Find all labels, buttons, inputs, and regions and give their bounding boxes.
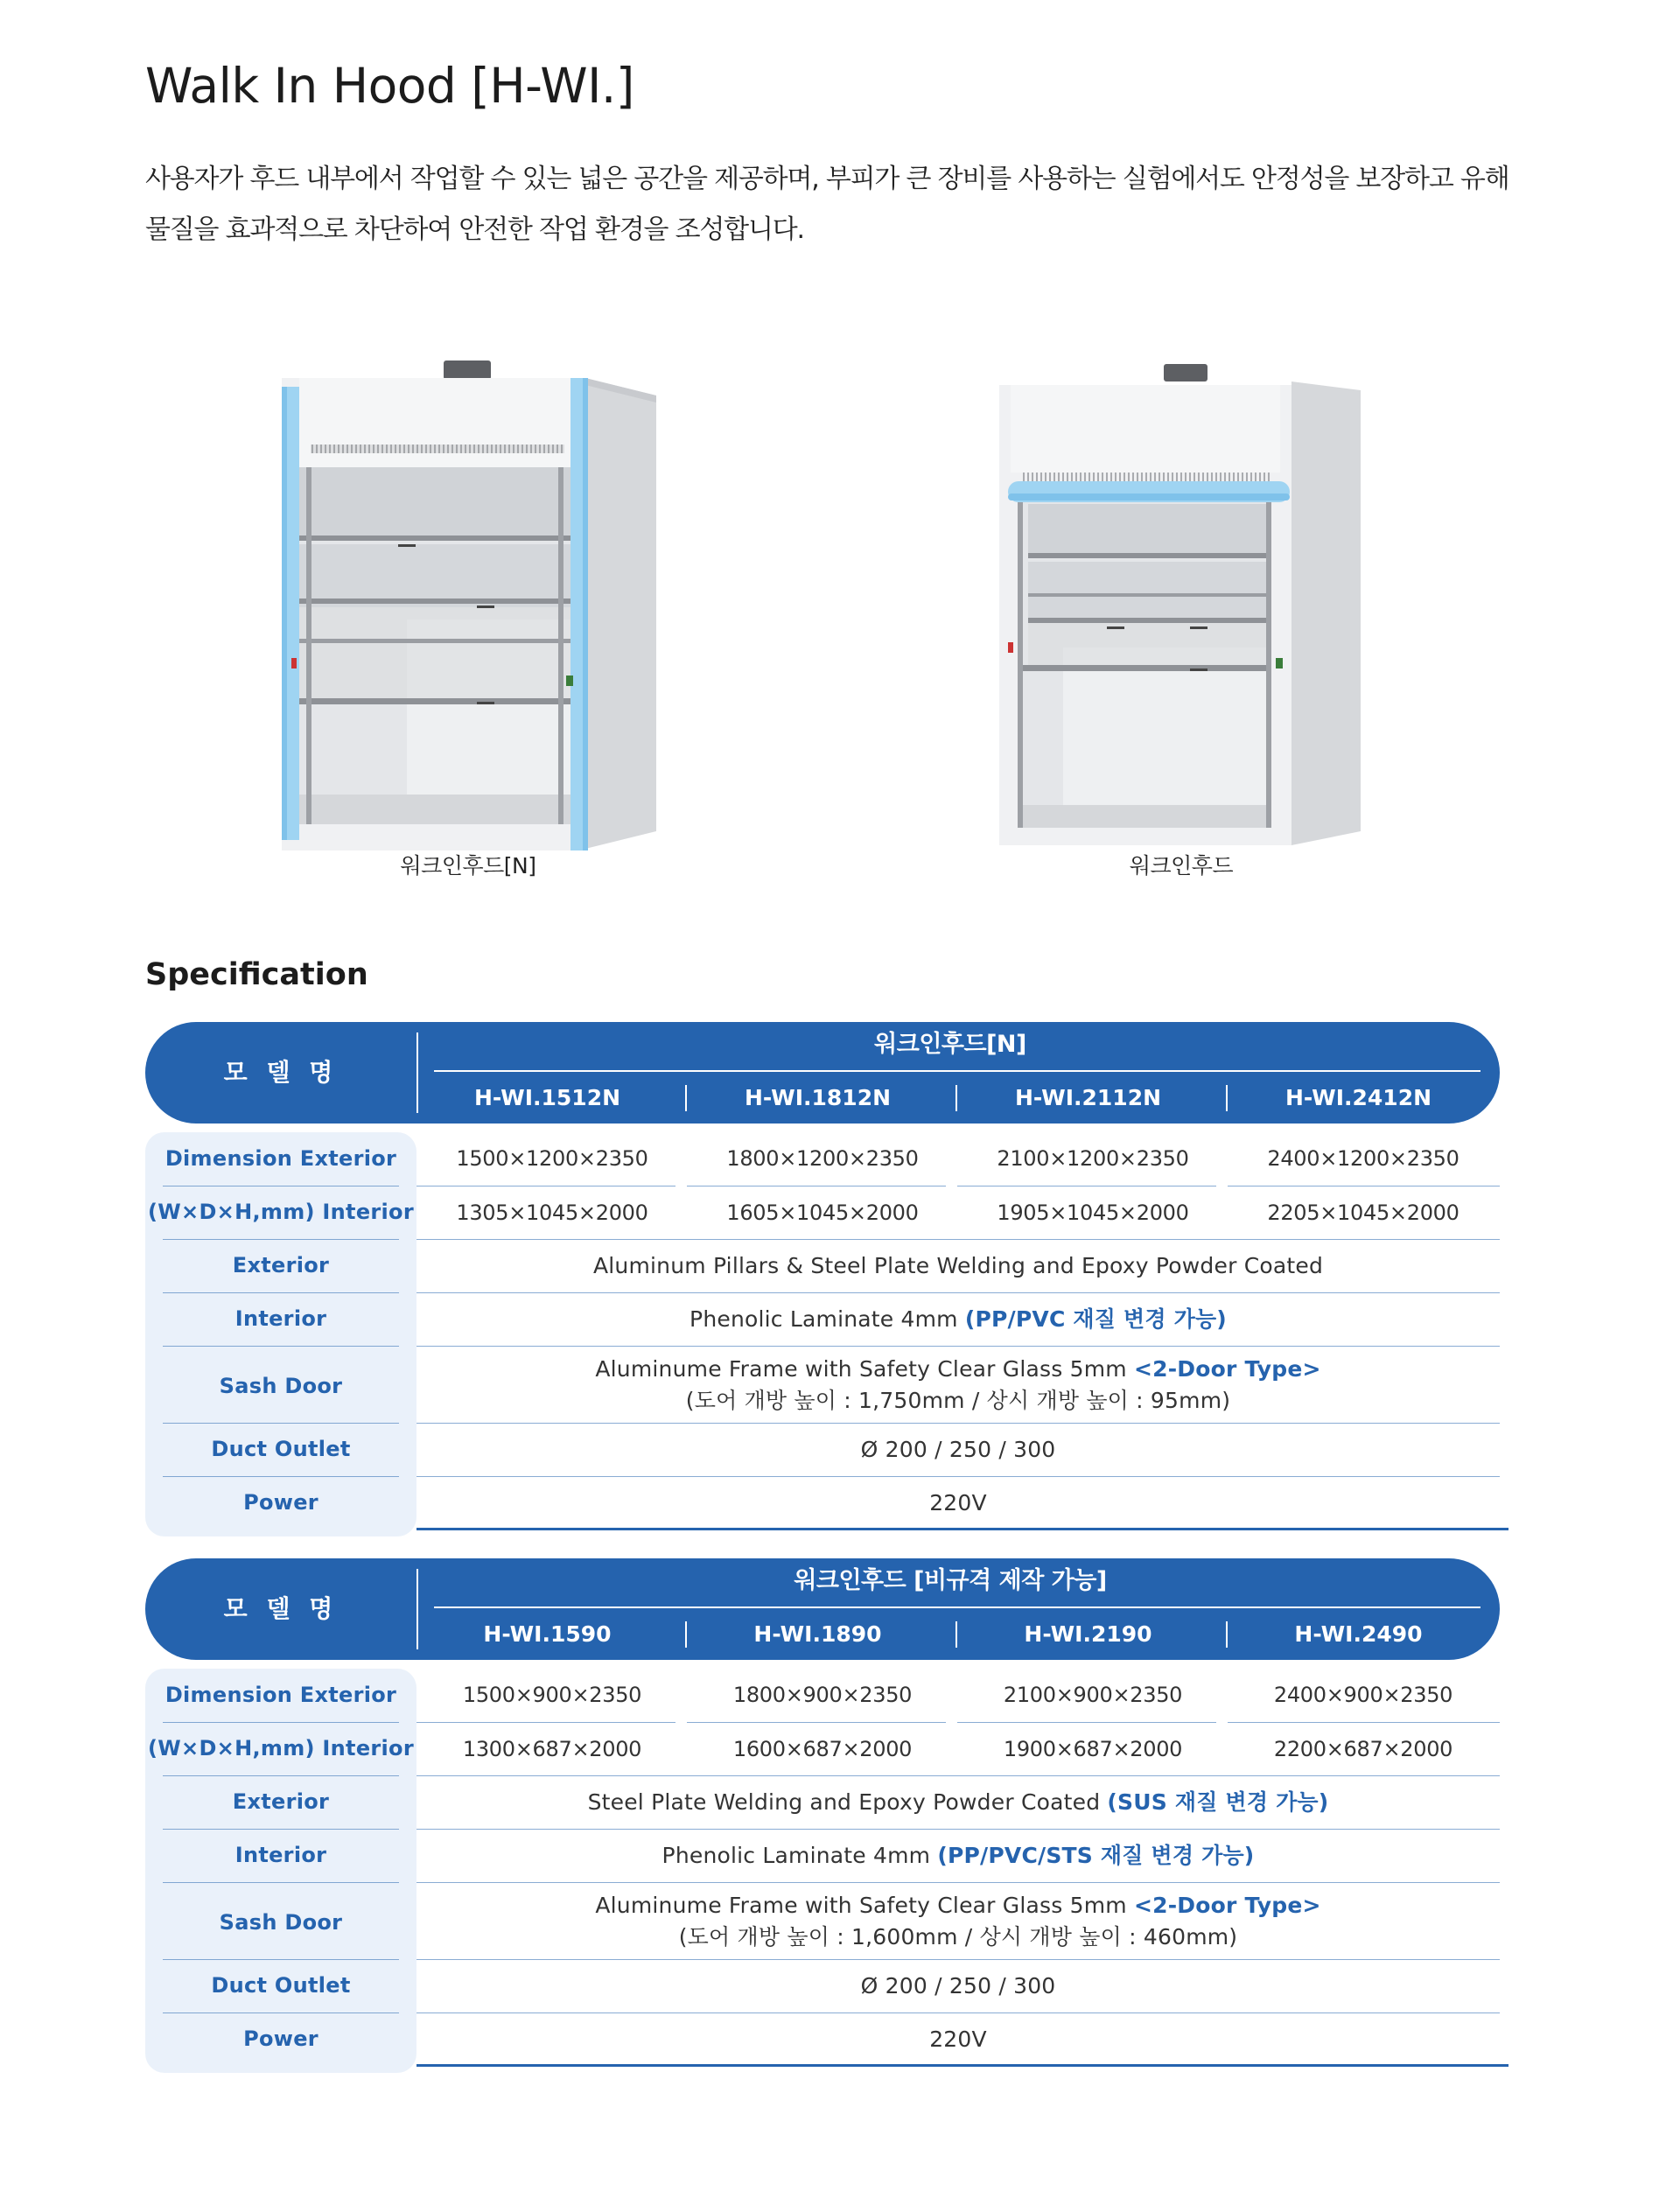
row-label-power: Power (243, 1490, 318, 1515)
dim-interior-cell: 1605×1045×2000 (726, 1200, 919, 1225)
group-title: 워크인후드[N] (874, 1031, 1026, 1058)
sash-door-value: Aluminume Frame with Safety Clear Glass 5mm <2-Door Type> (도어 개방 높이 : 1,600mm / 상시 개방 높이 : 460mm) (595, 1893, 1321, 1950)
model-name: H-WI.2190 (1024, 1621, 1152, 1647)
header-rule (434, 1606, 1480, 1608)
dim-exterior-cell: 1500×1200×2350 (456, 1146, 648, 1171)
duct-outlet-value: Ø 200 / 250 / 300 (860, 1437, 1056, 1462)
model-label: 모 델 명 (223, 1058, 339, 1087)
product-walk-in-hood (875, 341, 1488, 901)
exterior-value: Aluminum Pillars & Steel Plate Welding and Epoxy Powder Coated (592, 1253, 1324, 1278)
table-bottom-rule (416, 1528, 1508, 1530)
dim-interior-cell: 2205×1045×2000 (1267, 1200, 1460, 1225)
dim-interior-cell: 1900×687×2000 (1003, 1737, 1183, 1761)
dim-interior-cell: 1305×1045×2000 (456, 1200, 648, 1225)
row-label-dimension-interior: (W×D×H,mm) Interior (148, 1736, 414, 1760)
row-label-dimension-exterior: Dimension Exterior (164, 1146, 397, 1171)
interior-value: Phenolic Laminate 4mm (PP/PVC/STS 재질 변경 가능) (662, 1843, 1255, 1868)
product-caption-2: 워크인후드 (1129, 853, 1234, 878)
walk-in-hood-illustration (875, 341, 1488, 901)
dim-interior-cell: 1600×687×2000 (732, 1737, 913, 1761)
row-label-duct-outlet: Duct Outlet (211, 1437, 351, 1461)
dim-interior-cell: 1905×1045×2000 (997, 1200, 1189, 1225)
description (145, 154, 1510, 256)
model-name: H-WI.2112N (1014, 1085, 1162, 1110)
model-label: 모 델 명 (223, 1594, 339, 1623)
model-name: H-WI.2490 (1294, 1621, 1423, 1647)
model-name: H-WI.1890 (753, 1621, 882, 1647)
product-walk-in-hood-n (162, 341, 774, 901)
model-name: H-WI.2412N (1284, 1085, 1432, 1110)
dim-exterior-cell: 1800×1200×2350 (726, 1146, 919, 1171)
row-label-interior: Interior (234, 1843, 327, 1867)
dim-exterior-cell: 2400×1200×2350 (1267, 1146, 1460, 1171)
model-name: H-WI.1512N (473, 1085, 621, 1110)
description-line-2: 물질을 효과적으로 차단하여 안전한 작업 환경을 조성합니다. (145, 214, 804, 245)
row-label-sash-door: Sash Door (219, 1910, 343, 1935)
dim-exterior-cell: 1800×900×2350 (732, 1683, 913, 1707)
row-label-duct-outlet: Duct Outlet (211, 1973, 351, 1998)
row-label-exterior: Exterior (232, 1253, 330, 1278)
row-label-dimension-exterior: Dimension Exterior (164, 1683, 397, 1707)
row-label-dimension-interior: (W×D×H,mm) Interior (148, 1200, 414, 1224)
description-line-1: 사용자가 후드 내부에서 작업할 수 있는 넓은 공간을 제공하며, 부피가 큰 장비를 사용하는 실험에서도 안정성을 보장하고 유해 (145, 164, 1509, 194)
spec-label-column (145, 1669, 416, 2073)
spec-table-1 (145, 1022, 1510, 1530)
product-caption-1: 워크인후드[N] (400, 853, 536, 878)
power-value: 220V (929, 1490, 987, 1516)
dim-interior-cell: 2200×687×2000 (1273, 1737, 1453, 1761)
label-divider (163, 1346, 399, 1347)
page-title: Walk In Hood [H-WI.] (145, 58, 634, 114)
group-title: 워크인후드 [비규격 제작 가능] (794, 1567, 1107, 1594)
dim-interior-cell: 1300×687×2000 (462, 1737, 642, 1761)
interior-value: Phenolic Laminate 4mm (PP/PVC 재질 변경 가능) (690, 1306, 1227, 1332)
spec-heading: Specification (145, 957, 368, 992)
exterior-value: Steel Plate Welding and Epoxy Powder Coated (SUS 재질 변경 가능) (587, 1789, 1329, 1815)
row-label-exterior: Exterior (232, 1789, 330, 1814)
row-label-power: Power (243, 2026, 318, 2051)
dim-exterior-cell: 1500×900×2350 (462, 1683, 642, 1707)
dim-exterior-cell: 2400×900×2350 (1273, 1683, 1453, 1707)
spec-table-header (145, 1022, 1500, 1124)
model-name: H-WI.1590 (483, 1621, 612, 1647)
power-value: 220V (929, 2026, 987, 2052)
duct-outlet-value: Ø 200 / 250 / 300 (860, 1973, 1056, 1998)
row-label-interior: Interior (234, 1306, 327, 1331)
spec-label-column (145, 1132, 416, 1536)
model-name: H-WI.1812N (744, 1085, 892, 1110)
spec-table-header (145, 1558, 1500, 1660)
table-bottom-rule (416, 2064, 1508, 2067)
walk-in-hood-n-illustration (162, 341, 774, 901)
sash-door-value: Aluminume Frame with Safety Clear Glass 5mm <2-Door Type> (도어 개방 높이 : 1,750mm / 상시 개방 높이 : 95mm) (595, 1356, 1321, 1413)
dim-exterior-cell: 2100×900×2350 (1003, 1683, 1183, 1707)
spec-table-2 (145, 1558, 1510, 2066)
row-label-sash-door: Sash Door (219, 1374, 343, 1398)
dim-exterior-cell: 2100×1200×2350 (997, 1146, 1189, 1171)
label-divider (163, 1882, 399, 1883)
header-rule (434, 1070, 1480, 1072)
